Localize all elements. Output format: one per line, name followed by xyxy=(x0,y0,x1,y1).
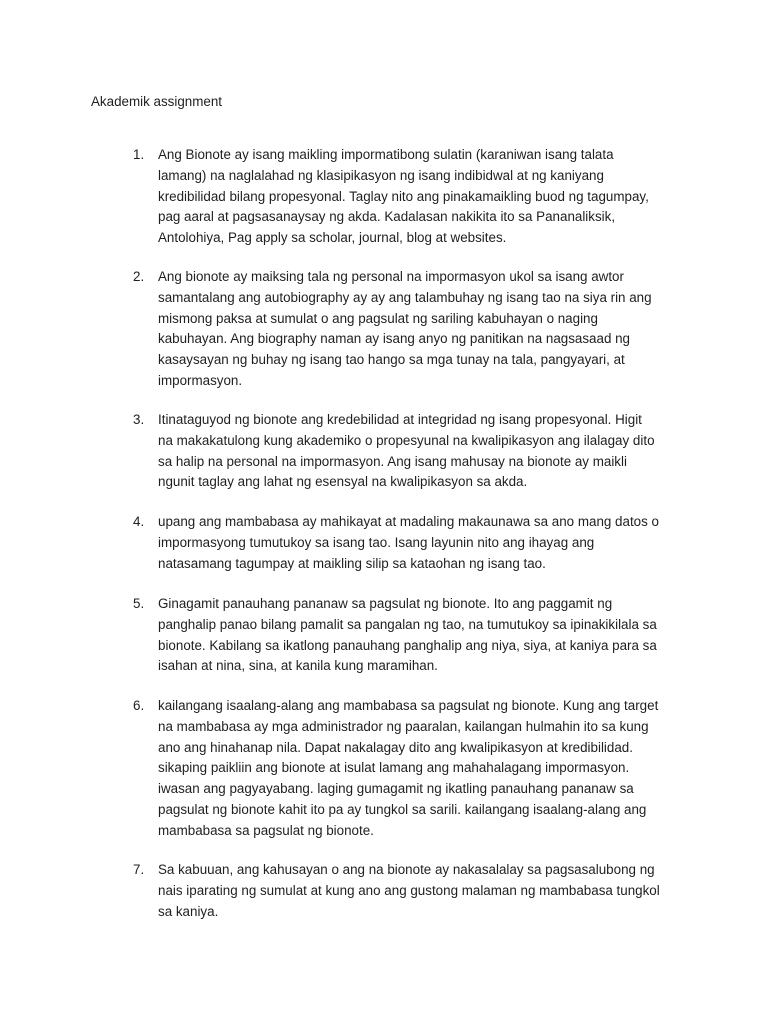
list-item-text: Ang bionote ay maiksing tala ng personal na impormasyon ukol sa isang awtor samantalang ang autobiography ay ay ang talambuhay ng isang tao na siya rin ang mismong paksa at sumulat o ang pagsulat ng sariling kabuhayan o naging kabuhayan. Ang biography naman ay isang anyo ng panitikan na nagsasaad ng kasaysayan ng buhay ng isang tao hango sa mga tunay na tala, pangyayari, at impormasyon. xyxy=(158,269,652,388)
list-item-number: 6. xyxy=(133,698,145,713)
list-item-text: Ang Bionote ay isang maikling impormatibong sulatin (karaniwan isang talata lamang) na naglalahad ng klasipikasyon ng isang indibidwal at ng kaniyang kredibilidad bilang propesyonal. Taglay nito ang pinakamaikling buod ng tagumpay, pag aaral at pagsasanaysay ng akda. Kadalasan nakikita ito sa Pananaliksik, Antolohiya, Pag apply sa scholar, journal, blog at websites. xyxy=(158,147,649,246)
list-item-text: upang ang mambabasa ay mahikayat at madaling makaunawa sa ano mang datos o impormasyong tumutukoy sa isang tao. Isang layunin nito ang ihayag ang natasamang tagumpay at maikling silip sa kataohan ng isang tao. xyxy=(158,514,659,571)
list-item-text: Sa kabuuan, ang kahusayan o ang na bionote ay nakasalalay sa pagsasalubong ng nais iparating ng sumulat at kung ano ang gustong malaman ng mambabasa tungkol sa kaniya. xyxy=(158,862,660,919)
list-item-number: 4. xyxy=(133,514,145,529)
list-item-text: kailangang isaalang-alang ang mambabasa sa pagsulat ng bionote. Kung ang target na mambabasa ay mga administrador ng paaralan, kailangan hulmahin ito sa kung ano ang hinahanap nila. Dapat nakalagay dito ang kwalipikasyon at kredibilidad. sikaping paikliin ang bionote at isulat lamang ang mahahalagang impormasyon. iwasan ang pagyayabang. laging gumagamit ng ikatling panauhang pananaw sa pagsulat ng bionote kahit ito pa ay tungkol sa sarili. kailangang isaalang-alang ang mambabasa sa pagsulat ng bionote. xyxy=(158,698,659,838)
list-item-number: 7. xyxy=(133,862,145,877)
list-item-text: Ginagamit panauhang pananaw sa pagsulat ng bionote. Ito ang paggamit ng panghalip panao bilang pamalit sa pangalan ng tao, na tumutukoy sa ipinakikilala sa bionote. Kabilang sa ikatlong panauhang panghalip ang niya, siya, at kaniya para sa isahan at nina, sina, at kanila kung maramihan. xyxy=(158,596,657,674)
list-item-number: 5. xyxy=(133,596,145,611)
list-item-number: 2. xyxy=(133,269,145,284)
list-item-number: 3. xyxy=(133,412,145,427)
list-item-number: 1. xyxy=(133,147,145,162)
document-title: Akademik assignment xyxy=(91,94,222,109)
list-item-text: Itinataguyod ng bionote ang kredebilidad at integridad ng isang propesyonal. Higit na makakatulong kung akademiko o propesyunal na kwalipikasyon ang ilalagay dito sa halip na personal na impormasyon. Ang isang mahusay na bionote ay maikli ngunit taglay ang lahat ng esensyal na kwalipikasyon sa akda. xyxy=(158,412,655,490)
